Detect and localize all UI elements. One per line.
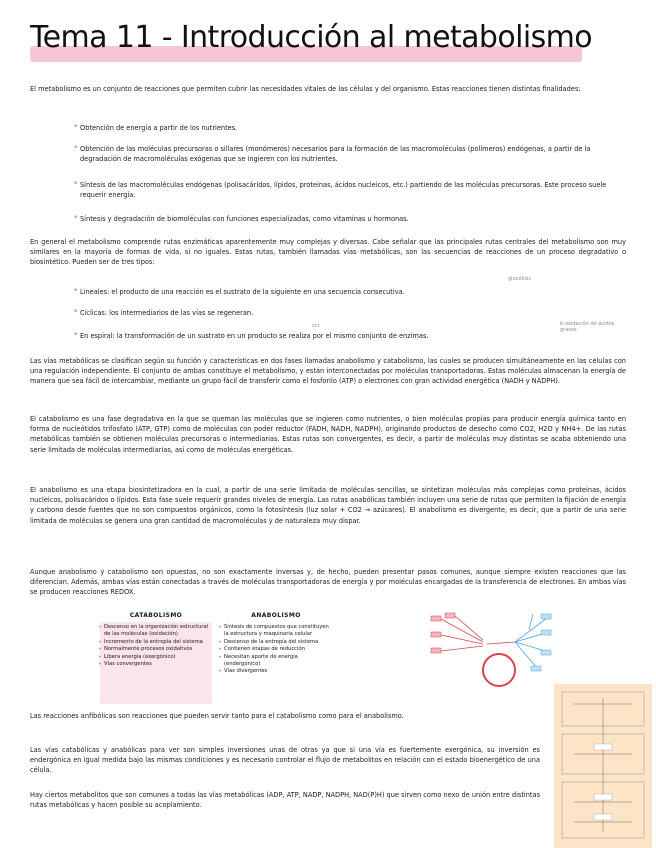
- diagram-arrow: [515, 642, 537, 668]
- diagram-arrow: [487, 642, 515, 644]
- diagram-box: [594, 814, 612, 820]
- note-ccr: ccr: [312, 323, 320, 329]
- table-row: • Contienen etapas de reducción: [220, 646, 332, 653]
- diagram-arrow: [441, 646, 483, 651]
- catabolism-paragraph: El catabolismo es una fase degradativa en la que se queman las moléculas que se ingieren como nutrientes, o bien moléculas propias para producir energía química tanto en forma de nucleótidos trifosfato (ATP, GTP) como de moléculas con poder reductor (FADH, NADH, NADPH), originando productos de desecho como CO2, H2O y NH4+. De las rutas metabólicas también se obtienen moléculas precursoras o intermediarias. Estas rutas son convergentes, es decir, a partir de moléculas muy distintas se acaba obteniendo una serie limitada de moléculas intermediarias, así como de moléculas energéticas.: [30, 415, 626, 454]
- page-title: Tema 11 - Introducción al metabolismo: [30, 20, 592, 55]
- general-paragraph: En general el metabolismo comprende rutas enzimáticas aparentemente muy complejas y diversas. Cabe señalar que las principales rutas centrales del metabolismo son muy similares en la mayoría de formas de vida, si no iguales. Estas rutas, también llamadas vías metabólicas, son las secuencias de reacciones de un proceso degradativo o biosintético. Pueden ser de tres tipos:: [30, 238, 626, 267]
- path-type-item: • En espiral: la transformación de un sustrato en un producto se realiza por el mismo conjunto de enzimas.: [80, 331, 560, 341]
- column-rows: [220, 622, 332, 676]
- title-block: [30, 20, 592, 55]
- amphibolic-paragraph: Las reacciones anfibólicas son reacciones que pueden servir tanto para el catabolismo como para el anabolismo.: [30, 712, 404, 720]
- diagram-cycle: [483, 654, 515, 686]
- diagram-box: [541, 630, 551, 635]
- diagram-box: [541, 614, 551, 619]
- anabolism-paragraph: El anabolismo es una etapa biosintetizadora en la cual, a partir de una serie limitada de moléculas sencillas, se sintetizan moléculas más complejas como proteínas, ácidos nucleicos, polisacáridos o lípidos. Esta fase suele requerir grandes niveles de energía. Las rutas anabólicas también incluyen una serie de rutas que permiten la fijación de energía y carbono desde fuentes que no son compuestos orgánicos, como la fotosíntesis (luz solar + CO2 → azúcares). El anabolismo es divergente, es decir, que a partir de una serie limitada de moléculas se genera una gran cantidad de macromoléculas y de naturaleza muy dispar.: [30, 486, 626, 525]
- intro-paragraph: El metabolismo es un conjunto de reacciones que permiten cubrir las necesidades vitales de las células y del organismo. Estas reacciones tienen distintas finalidades:: [30, 85, 581, 93]
- diagram-box: [431, 648, 441, 653]
- metabolism-diagram: [425, 608, 553, 692]
- diagram-box: [431, 616, 441, 621]
- diagram-box: [531, 666, 541, 671]
- phases-paragraph: Las vías metabólicas se clasifican según su función y características en dos fases llamadas anabolismo y catabolismo, las cuales se producen simultáneamente en las células con una regulación independiente. El conjunto de ambas constituye el metabolismo, y están interconectadas por moléculas transportadoras. Estas moléculas almacenan la energía de manera que sea fácil de intercambiar, mediante un grupo fácil de transferir como el fosforilo (ATP) o electrones con gran actividad energética (NADH y NADPH).: [30, 357, 626, 386]
- catabolism-column: [100, 612, 212, 704]
- aim-item: • Síntesis y degradación de biomoléculas con funciones especializadas, como vitaminas u hormonas.: [80, 214, 620, 224]
- path-type-item: • Cíclicas: los intermediarios de las vías se regeneran.: [80, 308, 510, 318]
- relation-paragraph: Aunque anabolismo y catabolismo son opuestas, no son exactamente inversas y, de hecho, pueden presentar pasos comunes, aunque siempre existen reacciones que las diferencian. Además, ambas vías están conectadas a través de moléculas transportadoras de energía y por moléculas encargadas de la transferencia de electrones. En ambas vías se producen reacciones REDOX.: [30, 568, 626, 597]
- anabolism-column: [220, 612, 332, 704]
- table-row: • Vías divergentes: [220, 668, 332, 675]
- table-row: • Descenso de la entropía del sistema: [220, 639, 332, 646]
- column-header: ANABOLISMO: [251, 612, 301, 619]
- note-beta-oxidation: b-oxidación de ácidos grasos: [560, 321, 615, 333]
- diagram-arrow: [529, 614, 533, 630]
- diagram-box: [445, 613, 455, 618]
- table-row: • Normalmente procesos oxidativos: [100, 646, 212, 653]
- diagram-box: [541, 650, 551, 655]
- aim-item: • Síntesis de las macromoléculas endógenas (polisacáridos, lípidos, proteínas, ácidos nucleicos, etc.) partiendo de las moléculas precursoras. Este proceso suele requerir energía.: [80, 180, 620, 200]
- table-row: • Necesitan aporte de energía (endergónico): [220, 654, 332, 669]
- table-row: • Síntesis de compuestos que constituyen la estructura y maquinaria celular: [220, 624, 332, 639]
- note-glucolisis: glucólisis: [508, 276, 531, 282]
- table-row: • Descenso en la organización estructural de las moléculas (oxidación): [100, 624, 212, 639]
- diagram-arrow: [441, 635, 483, 644]
- diagram-box: [594, 794, 612, 800]
- diagram-arrow: [455, 616, 483, 640]
- common-metabolites-paragraph: Hay ciertos metabolitos que son comunes a todas las vías metabólicas (ADP, ATP, NADP, NADPH, NAD(P)H) que sirven como nexo de unión entre distintas rutas metabólicas y hacen posible su acoplamiento.: [30, 791, 540, 810]
- table-row: • Incremento de la entropía del sistema: [100, 639, 212, 646]
- diagram-box: [431, 632, 441, 637]
- table-row: • Vías convergentes: [100, 661, 212, 668]
- aim-item: • Obtención de las moléculas precursoras o sillares (monómeros) necesarios para la formación de las macromoléculas (polímeros) endógenas, a partir de la degradación de macromoléculas exógenas que se ingieren con los nutrientes.: [80, 144, 620, 164]
- path-type-item: • Lineales: el producto de una reacción es el sustrato de la siguiente en una secuencia consecutiva.: [80, 287, 510, 297]
- column-header: CATABOLISMO: [129, 612, 183, 619]
- diagram-box: [594, 744, 612, 750]
- pathway-diagram: [554, 684, 652, 848]
- reversible-paragraph: Las vías catabólicas y anabólicas para ver son simples inversiones unas de otras ya que si una vía es fuertemente exergónica, su inversión es endergónica en igual medida bajo las mismas condiciones y es necesario controlar el flujo de metabolitos en relación con el estado bioenergético de una célula.: [30, 746, 540, 775]
- column-rows: [100, 622, 212, 668]
- comparison-table: [100, 612, 332, 704]
- table-row: • Libera energía (exergónico): [100, 654, 212, 661]
- aim-item: • Obtención de energía a partir de los nutrientes.: [80, 123, 620, 133]
